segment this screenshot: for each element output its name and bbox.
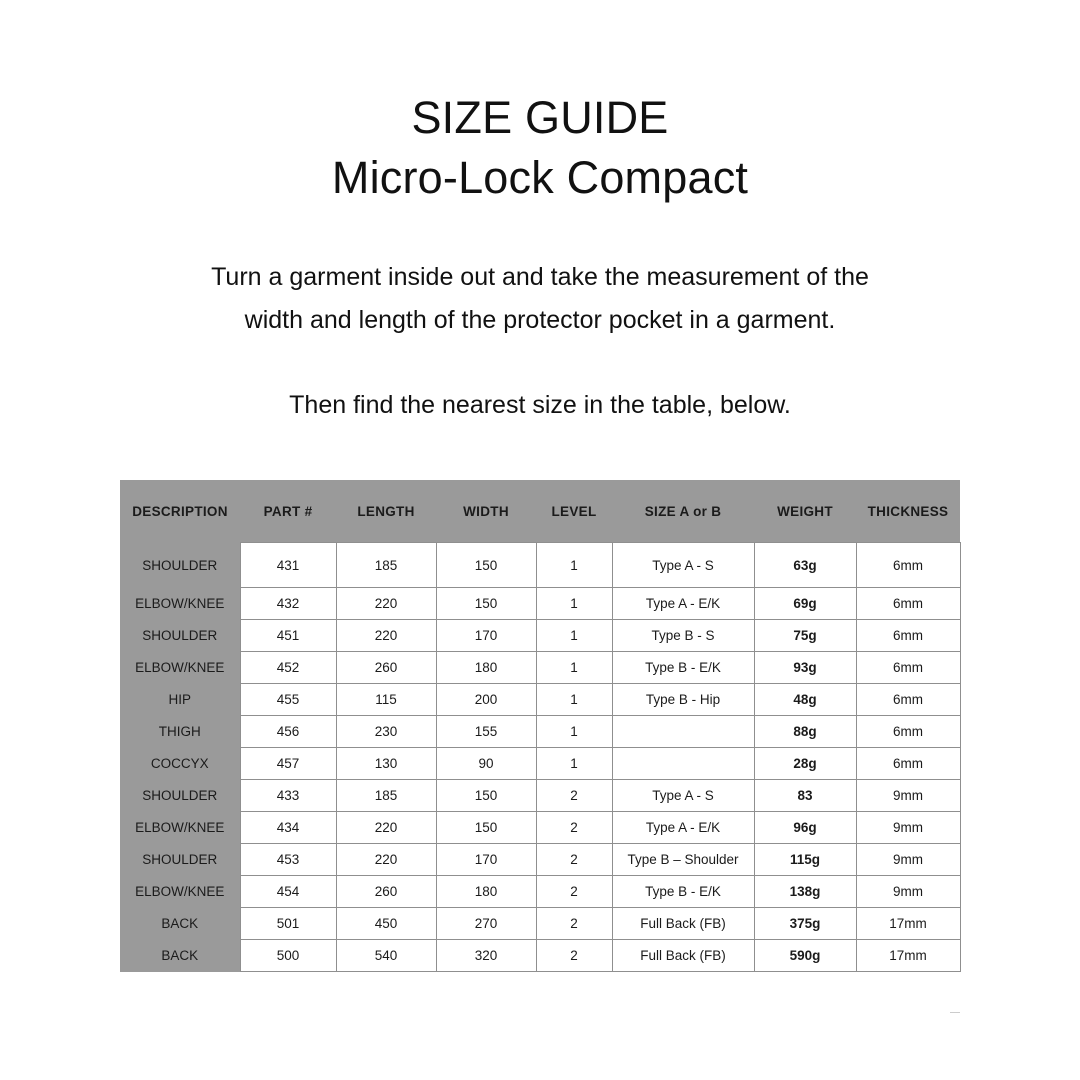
cell-part: 453: [240, 844, 336, 876]
column-header-weight: WEIGHT: [754, 480, 856, 543]
cell-part: 452: [240, 652, 336, 684]
cell-description: SHOULDER: [120, 780, 240, 812]
table-row: [120, 543, 960, 588]
cell-length: 220: [336, 812, 436, 844]
cell-size: Type A - E/K: [612, 588, 754, 620]
cell-thickness: 6mm: [856, 588, 960, 620]
cell-width: 150: [436, 780, 536, 812]
column-header-part: PART #: [240, 480, 336, 543]
table-row: [120, 940, 960, 972]
cell-description: COCCYX: [120, 748, 240, 780]
cell-description: SHOULDER: [120, 620, 240, 652]
cell-length: 220: [336, 620, 436, 652]
cell-weight: 96g: [754, 812, 856, 844]
cell-description: THIGH: [120, 716, 240, 748]
cell-weight: 88g: [754, 716, 856, 748]
table-row: [120, 652, 960, 684]
cell-part: 456: [240, 716, 336, 748]
cell-width: 170: [436, 620, 536, 652]
table-row: [120, 684, 960, 716]
cell-weight: 28g: [754, 748, 856, 780]
cell-part: 457: [240, 748, 336, 780]
cell-length: 185: [336, 780, 436, 812]
cell-thickness: 17mm: [856, 940, 960, 972]
cell-size: Type A - E/K: [612, 812, 754, 844]
cell-description: ELBOW/KNEE: [120, 652, 240, 684]
column-header-level: LEVEL: [536, 480, 612, 543]
table-row: [120, 748, 960, 780]
table-header: [120, 480, 960, 543]
table-row: [120, 716, 960, 748]
cell-length: 540: [336, 940, 436, 972]
column-header-size: SIZE A or B: [612, 480, 754, 543]
cell-thickness: 6mm: [856, 748, 960, 780]
column-header-thickness: THICKNESS: [856, 480, 960, 543]
intro-line-3: Then find the nearest size in the table, below.: [289, 391, 791, 419]
cell-size: [612, 748, 754, 780]
intro-text: [0, 256, 1080, 427]
cell-description: SHOULDER: [120, 543, 240, 588]
table-row: [120, 844, 960, 876]
cell-width: 200: [436, 684, 536, 716]
title-line-1: SIZE GUIDE: [411, 92, 669, 143]
cell-thickness: 9mm: [856, 876, 960, 908]
cell-width: 150: [436, 543, 536, 588]
cell-weight: 48g: [754, 684, 856, 716]
cell-part: 500: [240, 940, 336, 972]
cell-length: 260: [336, 652, 436, 684]
cell-width: 90: [436, 748, 536, 780]
cell-width: 150: [436, 812, 536, 844]
cell-length: 260: [336, 876, 436, 908]
table-row: [120, 876, 960, 908]
cell-level: 1: [536, 684, 612, 716]
size-table: [120, 480, 961, 972]
cell-level: 2: [536, 844, 612, 876]
cell-width: 180: [436, 652, 536, 684]
cell-part: 451: [240, 620, 336, 652]
cell-part: 432: [240, 588, 336, 620]
size-table-container: [120, 480, 960, 972]
cell-thickness: 6mm: [856, 652, 960, 684]
cell-part: 501: [240, 908, 336, 940]
table-row: [120, 588, 960, 620]
cell-description: BACK: [120, 908, 240, 940]
cell-size: Type B - S: [612, 620, 754, 652]
cell-length: 220: [336, 588, 436, 620]
cell-width: 320: [436, 940, 536, 972]
table-row: [120, 620, 960, 652]
cell-level: 1: [536, 652, 612, 684]
cell-thickness: 6mm: [856, 543, 960, 588]
bottom-divider: [950, 1012, 960, 1013]
cell-weight: 75g: [754, 620, 856, 652]
cell-weight: 590g: [754, 940, 856, 972]
cell-thickness: 17mm: [856, 908, 960, 940]
cell-size: Full Back (FB): [612, 908, 754, 940]
cell-part: 433: [240, 780, 336, 812]
cell-thickness: 6mm: [856, 620, 960, 652]
cell-size: Type B - E/K: [612, 652, 754, 684]
cell-description: HIP: [120, 684, 240, 716]
table-row: [120, 812, 960, 844]
cell-length: 115: [336, 684, 436, 716]
cell-length: 130: [336, 748, 436, 780]
cell-size: [612, 716, 754, 748]
cell-level: 2: [536, 780, 612, 812]
cell-size: Type A - S: [612, 543, 754, 588]
cell-width: 170: [436, 844, 536, 876]
column-header-description: DESCRIPTION: [120, 480, 240, 543]
cell-level: 1: [536, 588, 612, 620]
table-body: [120, 543, 960, 972]
cell-width: 180: [436, 876, 536, 908]
column-header-width: WIDTH: [436, 480, 536, 543]
cell-description: ELBOW/KNEE: [120, 876, 240, 908]
cell-weight: 69g: [754, 588, 856, 620]
intro-line-1: Turn a garment inside out and take the measurement of the: [211, 263, 869, 291]
cell-weight: 63g: [754, 543, 856, 588]
cell-size: Type B – Shoulder: [612, 844, 754, 876]
cell-part: 455: [240, 684, 336, 716]
column-header-length: LENGTH: [336, 480, 436, 543]
cell-size: Type A - S: [612, 780, 754, 812]
cell-level: 1: [536, 620, 612, 652]
cell-width: 155: [436, 716, 536, 748]
table-row: [120, 908, 960, 940]
cell-thickness: 6mm: [856, 716, 960, 748]
cell-thickness: 9mm: [856, 844, 960, 876]
cell-thickness: 9mm: [856, 812, 960, 844]
cell-description: SHOULDER: [120, 844, 240, 876]
cell-level: 1: [536, 543, 612, 588]
table-header-row: [120, 480, 960, 543]
cell-weight: 93g: [754, 652, 856, 684]
cell-level: 2: [536, 812, 612, 844]
cell-length: 230: [336, 716, 436, 748]
cell-size: Type B - Hip: [612, 684, 754, 716]
cell-thickness: 9mm: [856, 780, 960, 812]
page-title: [0, 0, 1080, 208]
cell-length: 450: [336, 908, 436, 940]
cell-level: 1: [536, 748, 612, 780]
cell-length: 185: [336, 543, 436, 588]
cell-weight: 83: [754, 780, 856, 812]
cell-weight: 375g: [754, 908, 856, 940]
cell-width: 270: [436, 908, 536, 940]
cell-part: 454: [240, 876, 336, 908]
cell-level: 2: [536, 908, 612, 940]
cell-level: 1: [536, 716, 612, 748]
intro-spacer: [0, 342, 1080, 384]
title-line-2: Micro-Lock Compact: [331, 152, 749, 203]
cell-level: 2: [536, 940, 612, 972]
cell-size: Full Back (FB): [612, 940, 754, 972]
intro-line-2: width and length of the protector pocket in a garment.: [244, 306, 836, 334]
cell-part: 431: [240, 543, 336, 588]
cell-weight: 115g: [754, 844, 856, 876]
cell-thickness: 6mm: [856, 684, 960, 716]
cell-weight: 138g: [754, 876, 856, 908]
cell-length: 220: [336, 844, 436, 876]
cell-description: BACK: [120, 940, 240, 972]
cell-description: ELBOW/KNEE: [120, 588, 240, 620]
cell-width: 150: [436, 588, 536, 620]
cell-description: ELBOW/KNEE: [120, 812, 240, 844]
cell-size: Type B - E/K: [612, 876, 754, 908]
cell-level: 2: [536, 876, 612, 908]
table-row: [120, 780, 960, 812]
cell-part: 434: [240, 812, 336, 844]
